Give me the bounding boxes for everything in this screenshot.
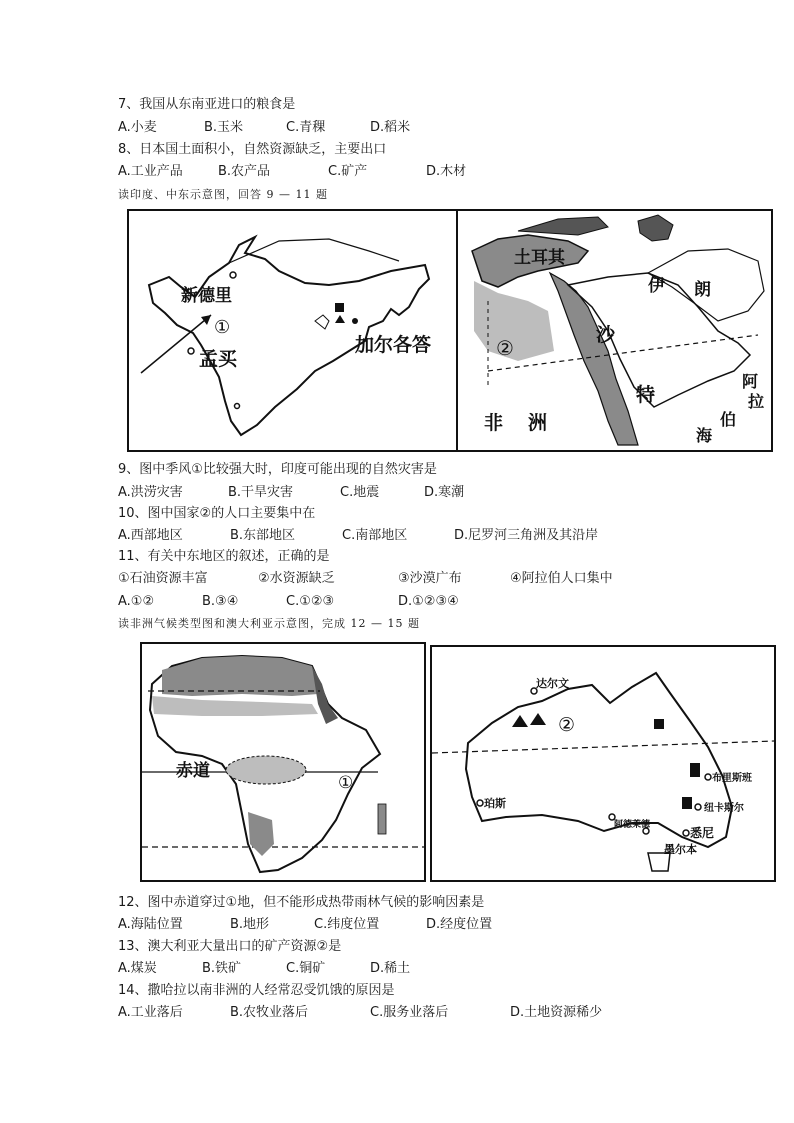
label-monsoon-1: ①: [214, 317, 231, 338]
q8-option-c[interactable]: C.矿产: [328, 164, 368, 179]
q9-option-c[interactable]: C.地震: [340, 485, 380, 500]
q11-option-c[interactable]: C.①②③: [286, 594, 335, 609]
instruction-12-15: 读非洲气候类型图和澳大利亚示意图，完成 12 — 15 题: [118, 617, 420, 630]
label-darwin: 达尔文: [536, 677, 569, 690]
q11-option-b[interactable]: B.③④: [202, 594, 239, 609]
label-brisbane: 布里斯班: [712, 773, 752, 784]
q13-option-c[interactable]: C.铜矿: [286, 961, 326, 976]
q7-option-d[interactable]: D.稻米: [370, 120, 411, 135]
africa-map: [140, 642, 426, 882]
q13-option-a[interactable]: A.煤炭: [118, 961, 157, 976]
q8-stem: 8、日本国土面积小，自然资源缺乏，主要出口: [118, 142, 387, 157]
q10-stem: 10、图中国家②的人口主要集中在: [118, 506, 316, 521]
q12-stem: 12、图中赤道穿过①地，但不能形成热带雨林气候的影响因素是: [118, 895, 485, 910]
label-saudi-1: 沙: [596, 324, 616, 346]
q8-option-b[interactable]: B.农产品: [218, 164, 271, 179]
q12-option-a[interactable]: A.海陆位置: [118, 917, 183, 932]
q10-option-d[interactable]: D.尼罗河三角洲及其沿岸: [454, 528, 599, 543]
label-equator: 赤道: [176, 761, 210, 781]
label-australia-2: ②: [558, 714, 576, 736]
q7-stem: 7、我国从东南亚进口的粮食是: [118, 97, 296, 112]
q11-option-a[interactable]: A.①②: [118, 594, 155, 609]
q11-item-4: ④阿拉伯人口集中: [510, 571, 613, 586]
label-egypt-2: ②: [496, 336, 514, 360]
middle-east-map: [456, 209, 773, 452]
australia-map: [430, 645, 776, 882]
label-adelaide: 阿德莱德: [614, 820, 651, 830]
q10-option-a[interactable]: A.西部地区: [118, 528, 183, 543]
q8-option-a[interactable]: A.工业产品: [118, 164, 183, 179]
label-africa-point-1: ①: [338, 773, 354, 793]
q14-option-b[interactable]: B.农牧业落后: [230, 1005, 309, 1020]
q10-option-c[interactable]: C.南部地区: [342, 528, 408, 543]
label-arabian-3: 伯: [720, 410, 737, 429]
new-delhi-dot: [230, 272, 236, 278]
label-iran-1: 伊: [648, 276, 665, 296]
label-saudi-2: 特: [636, 384, 656, 406]
q11-option-d[interactable]: D.①②③④: [398, 594, 459, 609]
q9-option-d[interactable]: D.寒潮: [424, 485, 465, 500]
label-iran-2: 朗: [694, 280, 711, 300]
label-sydney: 悉尼: [690, 826, 715, 840]
label-kolkata: 加尔各答: [355, 334, 432, 356]
q11-item-2: ②水资源缺乏: [258, 571, 335, 586]
india-map: [127, 209, 458, 452]
instruction-9-11: 读印度、中东示意图，回答 9 — 11 题: [118, 188, 328, 201]
label-turkey: 土耳其: [514, 248, 565, 268]
label-newcastle: 纽卡斯尔: [704, 803, 744, 814]
q11-stem: 11、有关中东地区的叙述，正确的是: [118, 549, 330, 564]
q12-option-b[interactable]: B.地形: [230, 917, 270, 932]
q14-option-c[interactable]: C.服务业落后: [370, 1005, 449, 1020]
label-arabian-2: 拉: [748, 392, 765, 411]
q9-option-b[interactable]: B.干旱灾害: [228, 485, 294, 500]
label-arabian-4: 海: [696, 426, 713, 445]
q11-item-3: ③沙漠广布: [398, 571, 462, 586]
q10-option-b[interactable]: B.东部地区: [230, 528, 296, 543]
q7-option-b[interactable]: B.玉米: [204, 120, 244, 135]
q13-option-d[interactable]: D.稀土: [370, 961, 411, 976]
iron-symbol: [335, 315, 345, 323]
q11-item-1: ①石油资源丰富: [118, 571, 208, 586]
label-africa-1: 非: [484, 412, 504, 434]
q14-stem: 14、撒哈拉以南非洲的人经常忍受饥饿的原因是: [118, 983, 395, 998]
q12-option-c[interactable]: C.纬度位置: [314, 917, 380, 932]
q12-option-d[interactable]: D.经度位置: [426, 917, 493, 932]
label-perth: 珀斯: [484, 797, 506, 810]
label-new-delhi: 新德里: [181, 286, 232, 306]
q7-option-c[interactable]: C.青稞: [286, 120, 326, 135]
q9-stem: 9、图中季风①比较强大时，印度可能出现的自然灾害是: [118, 462, 437, 477]
mumbai-dot: [188, 348, 194, 354]
q14-option-d[interactable]: D.土地资源稀少: [510, 1005, 603, 1020]
q13-option-b[interactable]: B.铁矿: [202, 961, 242, 976]
q7-option-a[interactable]: A.小麦: [118, 120, 157, 135]
q13-stem: 13、澳大利亚大量出口的矿产资源②是: [118, 939, 342, 954]
label-arabian-1: 阿: [742, 372, 759, 391]
label-africa-2: 洲: [528, 412, 548, 434]
q14-option-a[interactable]: A.工业落后: [118, 1005, 183, 1020]
coal-symbol: [335, 303, 344, 312]
q9-option-a[interactable]: A.洪涝灾害: [118, 485, 183, 500]
label-melbourne: 墨尔本: [664, 843, 697, 856]
q8-option-d[interactable]: D.木材: [426, 164, 467, 179]
kolkata-dot: [352, 318, 358, 324]
label-mumbai: 孟买: [199, 348, 238, 370]
